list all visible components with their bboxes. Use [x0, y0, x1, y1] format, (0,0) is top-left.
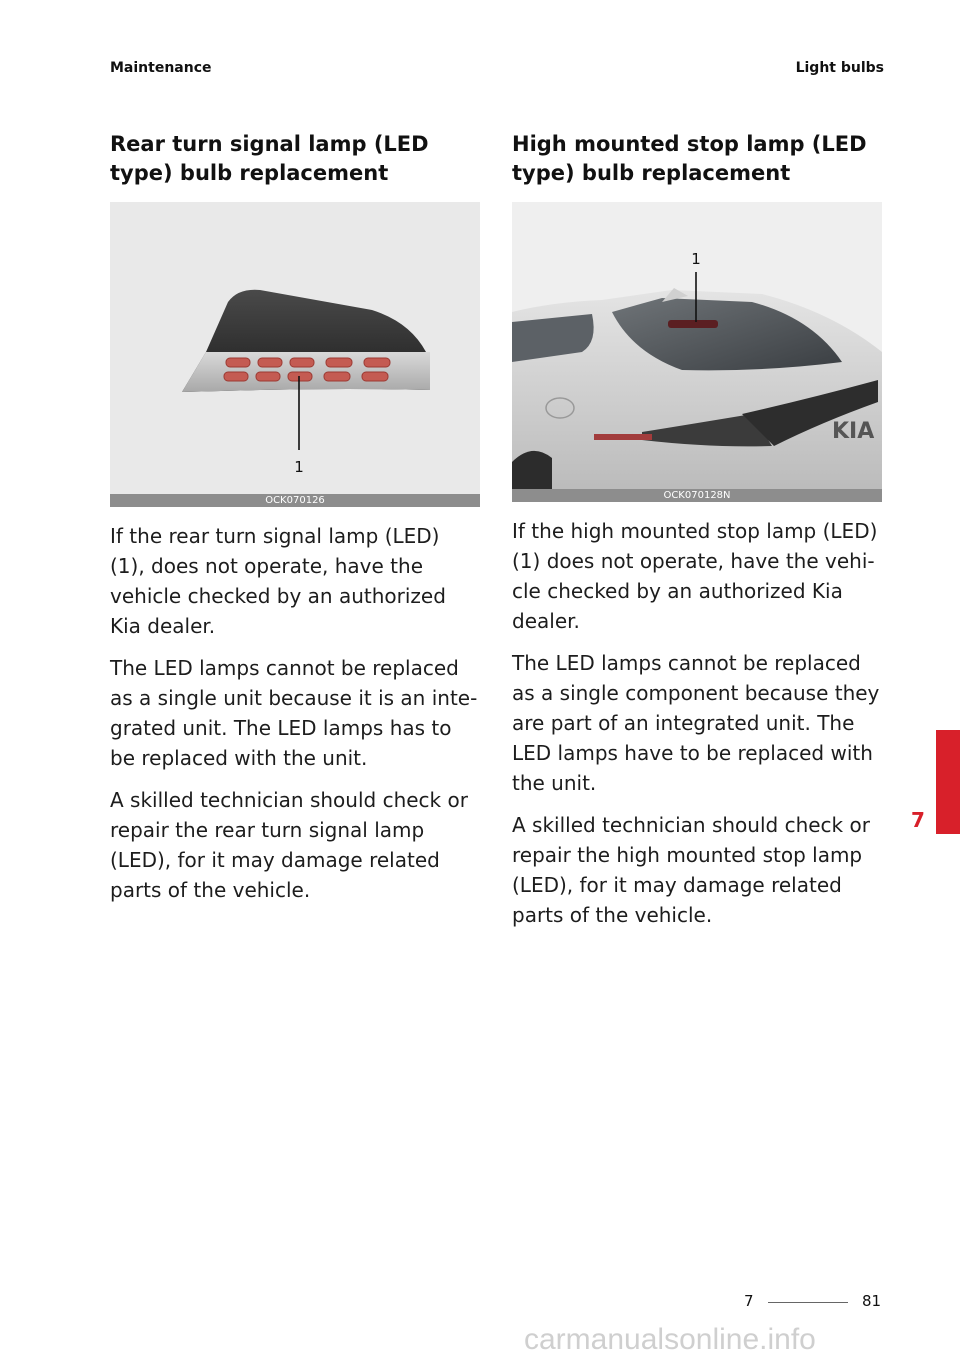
right-paragraph: A skilled technician should check or repair the high mounted stop lamp (LED), for it may damage related parts of the vehicle.	[512, 813, 870, 927]
right-paragraphs	[512, 516, 882, 930]
right-paragraph: The LED lamps cannot be replaced as a single component because they are part of an integrated unit. The LED lamps have to be replaced with the unit.	[512, 651, 880, 795]
watermark-text: carmanualsonline.info	[524, 1323, 816, 1356]
footer-chapter: 7	[744, 1292, 754, 1310]
right-section	[512, 130, 882, 942]
left-paragraphs	[110, 521, 480, 905]
right-section-title: High mounted stop lamp (LED type) bulb replacement	[512, 132, 867, 185]
high-mount-stop-figure	[512, 202, 882, 502]
header-section: Maintenance	[110, 60, 212, 76]
right-figure-callout: 1	[691, 250, 701, 268]
left-paragraph: If the rear turn signal lamp (LED) (1), does not operate, have the vehicle checked by an authorized Kia dealer.	[110, 524, 446, 638]
footer-divider	[768, 1302, 848, 1303]
chapter-side-number: 7	[911, 808, 925, 832]
right-figure-code: OCK070128N	[512, 489, 882, 502]
left-figure-callout: 1	[294, 458, 304, 476]
header-topic: Light bulbs	[795, 60, 884, 76]
rear-turn-signal-figure	[110, 202, 480, 507]
chapter-side-tab	[936, 730, 960, 834]
left-section-title: Rear turn signal lamp (LED type) bulb replacement	[110, 132, 429, 185]
car-rear-illustration	[512, 202, 882, 502]
tail-lamp-illustration	[110, 202, 480, 507]
svg-text:KIA: KIA	[832, 419, 875, 444]
footer-page-number: 81	[862, 1292, 882, 1310]
left-paragraph: The LED lamps cannot be replaced as a single unit because it is an inte-grated unit. The LED lamps has to be replaced with the unit.	[110, 656, 478, 770]
left-section	[110, 130, 480, 917]
left-figure-code: OCK070126	[110, 494, 480, 507]
right-paragraph: If the high mounted stop lamp (LED) (1) does not operate, have the vehi-cle checked by an authorized Kia dealer.	[512, 519, 878, 633]
left-paragraph: A skilled technician should check or repair the rear turn signal lamp (LED), for it may damage related parts of the vehicle.	[110, 788, 468, 902]
